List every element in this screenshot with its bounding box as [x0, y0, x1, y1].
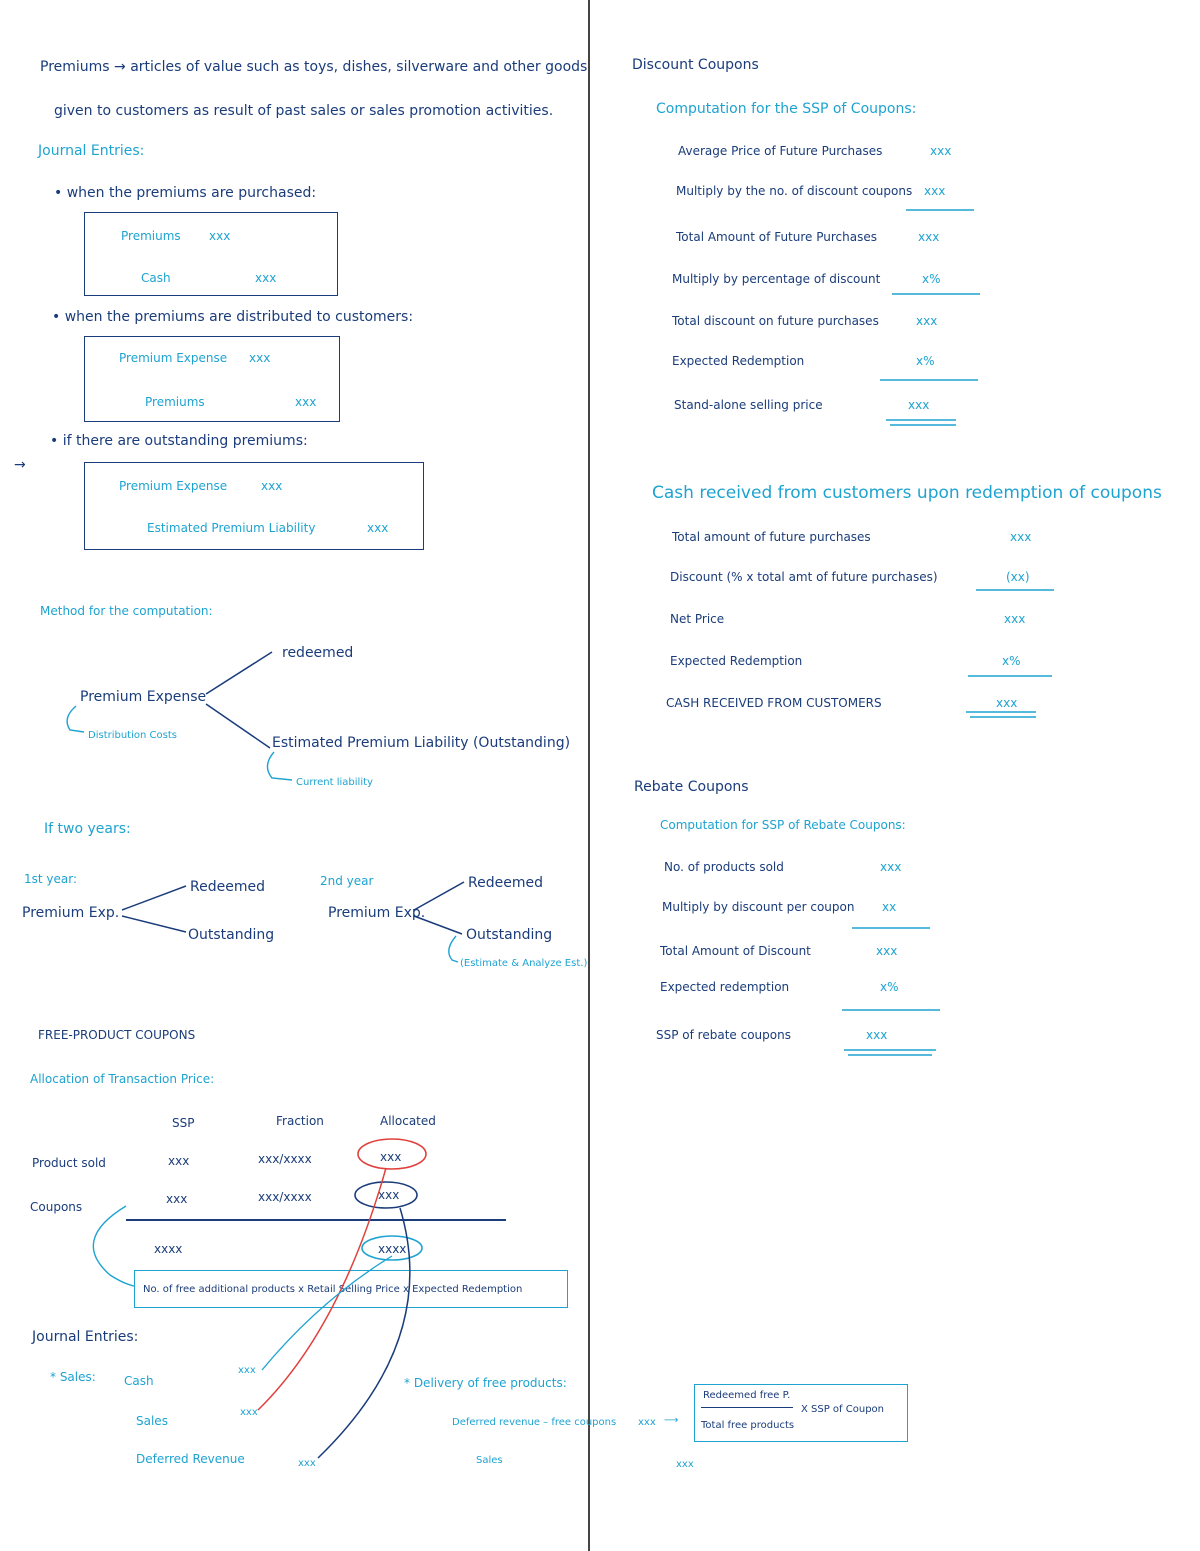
col-ssp: SSP [172, 1116, 195, 1130]
free-product-heading: FREE-PRODUCT COUPONS [38, 1028, 196, 1042]
year2-note: (Estimate & Analyze Est.) [460, 958, 588, 969]
ssp-computation-heading: Computation for the SSP of Coupons: [656, 101, 917, 117]
sales-credit1-account: Sales [136, 1414, 168, 1428]
tree-root: Premium Expense [80, 689, 207, 705]
rebate-rows-label-1: Multiply by discount per coupon [662, 900, 855, 914]
journal-entry-box-purchase [84, 212, 338, 296]
row-product-sold-fraction: xxx/xxxx [258, 1152, 312, 1166]
tree-root-note: Distribution Costs [88, 730, 177, 741]
tree-branch-redeemed: redeemed [282, 645, 354, 661]
year1-label: 1st year: [24, 872, 78, 886]
ssp-rows-value-6: xxx [908, 398, 930, 412]
year2-outstanding: Outstanding [466, 927, 553, 943]
ssp-rows-label-6: Stand-alone selling price [674, 398, 823, 412]
delivery-credit-account: Sales [476, 1455, 503, 1466]
delivery-credit-amount: xxx [676, 1459, 694, 1470]
cash-rows-value-3: x% [1002, 654, 1021, 668]
ssp-rows-label-4: Total discount on future purchases [672, 314, 879, 328]
cash-rows-label-3: Expected Redemption [670, 654, 803, 668]
je1-debit-amount: xxx [209, 229, 231, 243]
cash-rows-value-2: xxx [1004, 612, 1026, 626]
row-coupons-ssp: xxx [166, 1192, 188, 1206]
ssp-rows-value-0: xxx [930, 144, 952, 158]
ssp-rows-value-4: xxx [916, 314, 938, 328]
delivery-formula-numerator: Redeemed free P. [703, 1390, 791, 1401]
row-coupons-label: Coupons [30, 1200, 83, 1214]
rebate-computation-heading: Computation for SSP of Rebate Coupons: [660, 818, 906, 832]
delivery-formula-box [694, 1384, 908, 1442]
ssp-rows-label-2: Total Amount of Future Purchases [676, 230, 877, 244]
je2-debit-amount: xxx [249, 351, 271, 365]
ssp-rows-label-5: Expected Redemption [672, 354, 805, 368]
rebate-coupons-heading: Rebate Coupons [634, 779, 749, 795]
year2-label: 2nd year [320, 874, 374, 888]
je1-credit-amount: xxx [255, 271, 277, 285]
row-product-sold-ssp: xxx [168, 1154, 190, 1168]
two-years-heading: If two years: [44, 821, 131, 837]
rebate-rows-value-0: xxx [880, 860, 902, 874]
delivery-label: * Delivery of free products: [404, 1376, 567, 1390]
col-allocated: Allocated [380, 1114, 436, 1128]
formula-box [134, 1270, 568, 1308]
je2-credit-account: Premiums [145, 395, 205, 409]
premiums-definition-line-2: given to customers as result of past sales or sales promotion activities. [54, 103, 554, 119]
delivery-arrow: ⟶ [664, 1415, 679, 1426]
bullet-premiums-purchased: • when the premiums are purchased: [54, 185, 317, 201]
allocation-heading: Allocation of Transaction Price: [30, 1072, 215, 1086]
sales-debit-amount: xxx [238, 1365, 256, 1376]
table-total-rule [126, 1219, 506, 1221]
journal-entry-box-distribution [84, 336, 340, 422]
rebate-rows-label-0: No. of products sold [664, 860, 784, 874]
right-column-rules [842, 210, 1054, 1055]
ssp-rows-value-1: xxx [924, 184, 946, 198]
year1-root: Premium Exp. [22, 905, 120, 921]
row-coupons-allocated: xxx [378, 1188, 400, 1202]
delivery-formula-rest: X SSP of Coupon [801, 1404, 884, 1415]
je2-credit-amount: xxx [295, 395, 317, 409]
cash-rows-value-4: xxx [996, 696, 1018, 710]
year1-redeemed: Redeemed [190, 879, 265, 895]
ssp-rows-value-5: x% [916, 354, 935, 368]
row-product-sold-allocated: xxx [380, 1150, 402, 1164]
sales-debit-account: Cash [124, 1374, 154, 1388]
cash-received-heading: Cash received from customers upon redemption of coupons [652, 483, 1162, 503]
rebate-rows-value-1: xx [882, 900, 897, 914]
journal-entry-box-outstanding [84, 462, 424, 550]
cash-rows-value-0: xxx [1010, 530, 1032, 544]
cash-rows-label-4: CASH RECEIVED FROM CUSTOMERS [666, 696, 882, 710]
rebate-rows-value-4: xxx [866, 1028, 888, 1042]
journal-entries-heading-2: Journal Entries: [32, 1329, 139, 1345]
je1-credit-account: Cash [141, 271, 171, 285]
ssp-rows-label-0: Average Price of Future Purchases [678, 144, 883, 158]
rebate-rows-label-2: Total Amount of Discount [660, 944, 811, 958]
rebate-rows-label-4: SSP of rebate coupons [656, 1028, 791, 1042]
je3-credit-amount: xxx [367, 521, 389, 535]
sales-credit2-amount: xxx [298, 1458, 316, 1469]
bullet-outstanding-premiums: • if there are outstanding premiums: [50, 433, 308, 449]
year2-root: Premium Exp. [328, 905, 426, 921]
delivery-debit-amount: xxx [638, 1417, 656, 1428]
sales-credit1-amount: xxx [240, 1407, 258, 1418]
row-coupons-fraction: xxx/xxxx [258, 1190, 312, 1204]
ssp-rows-value-2: xxx [918, 230, 940, 244]
je3-debit-account: Premium Expense [119, 479, 228, 493]
sales-credit2-account: Deferred Revenue [136, 1452, 245, 1466]
delivery-debit-account: Deferred revenue – free coupons [452, 1417, 617, 1428]
bullet-premiums-distributed: • when the premiums are distributed to customers: [52, 309, 414, 325]
je3-debit-amount: xxx [261, 479, 283, 493]
je2-debit-account: Premium Expense [119, 351, 228, 365]
delivery-formula-denominator: Total free products [701, 1420, 795, 1431]
rebate-rows-value-2: xxx [876, 944, 898, 958]
col-fraction: Fraction [276, 1114, 324, 1128]
ssp-rows-value-3: x% [922, 272, 941, 286]
connector-coupon-to-formula [93, 1206, 134, 1286]
year1-outstanding: Outstanding [188, 927, 275, 943]
je3-credit-account: Estimated Premium Liability [147, 521, 316, 535]
cash-rows-label-0: Total amount of future purchases [672, 530, 871, 544]
rebate-rows-label-3: Expected redemption [660, 980, 790, 994]
sales-label: * Sales: [50, 1370, 96, 1384]
cash-rows-label-1: Discount (% x total amt of future purchases) [670, 570, 938, 584]
je1-debit-account: Premiums [121, 229, 181, 243]
total-allocated: xxxx [378, 1242, 407, 1256]
method-tree-lines [206, 652, 272, 748]
premiums-definition-line-1: Premiums → articles of value such as toys, dishes, silverware and other goods [40, 59, 588, 75]
delivery-formula-fraction-bar [701, 1407, 793, 1408]
method-heading: Method for the computation: [40, 604, 213, 618]
cash-rows-value-1: (xx) [1006, 570, 1030, 584]
column-divider [588, 0, 590, 1551]
tree-branch-outstanding: Estimated Premium Liability (Outstanding) [272, 735, 571, 751]
formula-text: No. of free additional products x Retail Selling Price x Expected Redemption [143, 1284, 523, 1295]
total-ssp: xxxx [154, 1242, 183, 1256]
rebate-rows-value-3: x% [880, 980, 899, 994]
journal-entries-heading: Journal Entries: [38, 143, 145, 159]
row-product-sold-label: Product sold [32, 1156, 106, 1170]
tree-branch-note: Current liability [296, 777, 373, 788]
ssp-rows-label-1: Multiply by the no. of discount coupons [676, 184, 913, 198]
year2-redeemed: Redeemed [468, 875, 543, 891]
arrow-mark: → [14, 457, 26, 473]
discount-coupons-heading: Discount Coupons [632, 57, 759, 73]
cash-rows-label-2: Net Price [670, 612, 725, 626]
ssp-rows-label-3: Multiply by percentage of discount [672, 272, 881, 286]
